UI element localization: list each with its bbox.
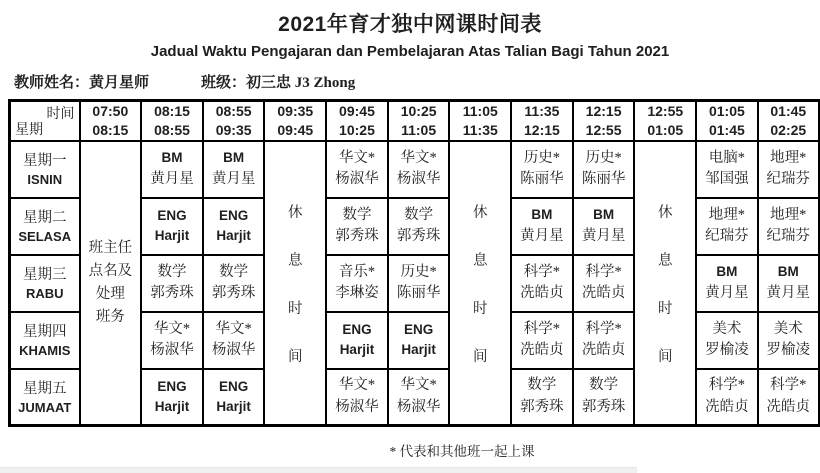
lesson-cell <box>326 141 388 198</box>
lesson-cell <box>203 198 265 255</box>
lesson-cell <box>573 198 635 255</box>
day-cell <box>10 141 80 198</box>
lesson-teacher: 黄月星 <box>581 227 626 244</box>
break-column-cell <box>634 141 696 426</box>
lesson-cell <box>326 312 388 369</box>
lesson-cell <box>388 312 450 369</box>
lesson-cell <box>326 369 388 426</box>
lesson-subject: 地理* <box>770 149 807 166</box>
day-name-ms: ISNIN <box>27 172 63 188</box>
lesson-teacher: Harjit <box>339 342 375 358</box>
time-start: 09:45 <box>339 103 375 119</box>
lesson-cell <box>203 255 265 312</box>
break-char: 时 <box>473 300 488 317</box>
teacher-info <box>14 71 149 92</box>
day-name-ms: JUMAAT <box>18 400 72 416</box>
day-name-ms: KHAMIS <box>19 343 71 359</box>
lesson-subject: 地理* <box>708 206 746 223</box>
day-name-zh: 星期二 <box>23 210 67 227</box>
time-end: 08:55 <box>154 121 190 138</box>
time-slot-cell <box>758 101 820 141</box>
time-slot-cell <box>696 101 758 141</box>
lesson-subject: 美术 <box>712 320 742 337</box>
time-start: 12:15 <box>585 103 622 119</box>
time-slot-cell <box>388 101 450 141</box>
lesson-teacher: 杨淑华 <box>335 171 379 188</box>
lesson-teacher: 杨淑华 <box>396 399 441 416</box>
break-text <box>265 142 325 425</box>
lesson-cell <box>203 141 265 198</box>
break-char: 息 <box>473 252 488 269</box>
lesson-cell <box>141 312 203 369</box>
day-cell <box>10 198 80 255</box>
lesson-subject: 历史* <box>585 149 622 166</box>
lesson-subject: 数学 <box>404 206 434 223</box>
time-start: 09:35 <box>277 103 314 119</box>
lesson-subject: 数学 <box>342 206 372 223</box>
lesson-subject: 历史* <box>400 263 437 280</box>
lesson-cell <box>696 369 758 426</box>
lesson-subject: 科学* <box>585 320 622 337</box>
time-slot-cell <box>264 101 326 141</box>
lesson-teacher: 陈丽华 <box>520 171 564 188</box>
time-slot-cell <box>203 101 265 141</box>
lesson-cell <box>573 369 635 426</box>
lesson-teacher: 冼皓贞 <box>581 342 626 359</box>
lesson-teacher: 黄月星 <box>705 284 749 301</box>
lesson-cell <box>696 312 758 369</box>
lesson-teacher: 郭秀珠 <box>150 285 194 302</box>
lesson-teacher: 郭秀珠 <box>211 285 256 302</box>
info-row <box>14 71 820 92</box>
time-end: 10:25 <box>339 121 375 138</box>
time-end: 12:55 <box>585 121 622 138</box>
lesson-subject: 科学* <box>708 377 746 394</box>
lesson-cell <box>511 255 573 312</box>
lesson-cell <box>388 198 450 255</box>
lesson-cell <box>388 255 450 312</box>
break-char: 息 <box>288 252 303 269</box>
homeroom-line: 处理 <box>95 286 125 303</box>
lesson-teacher: 杨淑华 <box>335 399 379 416</box>
time-start: 12:55 <box>647 103 684 119</box>
lesson-subject: 数学 <box>219 263 249 280</box>
lesson-cell <box>696 198 758 255</box>
lesson-teacher: 纪瑞芬 <box>705 228 749 245</box>
time-slot-cell <box>634 101 696 141</box>
lesson-teacher: Harjit <box>401 342 436 358</box>
lesson-subject: 美术 <box>773 320 803 337</box>
lesson-cell <box>326 198 388 255</box>
lesson-teacher: 冼皓贞 <box>520 342 564 359</box>
lesson-subject: 华文* <box>338 149 376 166</box>
lesson-cell <box>203 369 265 426</box>
lesson-cell <box>758 312 820 369</box>
corner-time-label: 时间 <box>46 107 75 122</box>
lesson-cell <box>141 255 203 312</box>
day-cell <box>10 369 80 426</box>
time-end: 12:15 <box>524 121 560 138</box>
day-name-zh: 星期五 <box>23 381 67 398</box>
lesson-cell <box>203 312 265 369</box>
time-start: 11:35 <box>524 103 560 119</box>
lesson-cell <box>758 369 820 426</box>
homeroom-line: 班主任 <box>88 239 133 256</box>
time-slot-cell <box>141 101 203 141</box>
lesson-teacher: 陈丽华 <box>581 171 626 188</box>
lesson-cell <box>696 255 758 312</box>
time-start: 01:05 <box>708 103 745 119</box>
time-start: 01:45 <box>770 103 807 119</box>
page-subtitle: Jadual Waktu Pengajaran dan Pembelajaran Atas Talian Bagi Tahun 2021 <box>150 43 670 60</box>
bottom-bar <box>0 467 637 473</box>
break-column-cell <box>449 141 511 426</box>
lesson-teacher: 郭秀珠 <box>581 399 626 416</box>
class-info <box>201 71 355 92</box>
lesson-cell <box>758 255 820 312</box>
time-slot-cell <box>573 101 635 141</box>
time-end: 09:45 <box>277 121 314 138</box>
day-cell <box>10 255 80 312</box>
time-end: 11:05 <box>401 121 437 138</box>
lesson-cell <box>141 198 203 255</box>
lesson-subject: 数学 <box>589 377 619 394</box>
lesson-subject: 华文* <box>400 377 437 394</box>
lesson-subject: 地理* <box>770 206 807 223</box>
lesson-teacher: 黄月星 <box>520 227 564 244</box>
lesson-cell <box>388 141 450 198</box>
page-root <box>0 8 820 473</box>
lesson-teacher: 冼皓贞 <box>705 399 749 416</box>
lesson-subject: 华文* <box>215 320 252 337</box>
day-name-zh: 星期三 <box>23 267 67 284</box>
lesson-teacher: 杨淑华 <box>150 342 194 359</box>
time-slot-cell <box>80 101 142 141</box>
lesson-subject: 数学 <box>157 263 187 280</box>
lesson-teacher: 陈丽华 <box>396 285 441 302</box>
break-char: 休 <box>288 204 303 221</box>
lesson-teacher: 黄月星 <box>766 284 811 301</box>
lesson-teacher: Harjit <box>216 228 251 244</box>
break-column-cell <box>264 141 326 426</box>
lesson-teacher: 杨淑华 <box>211 342 256 359</box>
lesson-subject: ENG <box>219 208 249 224</box>
lesson-subject: 科学* <box>523 263 561 280</box>
lesson-teacher: 杨淑华 <box>396 171 441 188</box>
break-char: 间 <box>473 348 488 365</box>
page-title: 2021年育才独中网课时间表 <box>278 13 542 36</box>
break-char: 时 <box>288 300 303 317</box>
lesson-teacher: Harjit <box>154 228 190 244</box>
corner-cell <box>10 101 80 141</box>
lesson-subject: 历史* <box>523 149 561 166</box>
lesson-teacher: 邹国强 <box>705 171 749 188</box>
break-char: 间 <box>288 348 303 365</box>
time-end: 09:35 <box>215 121 252 138</box>
day-name-ms: SELASA <box>18 229 72 245</box>
footnote: * 代表和其他班一起上课 <box>389 444 535 460</box>
lesson-cell <box>326 255 388 312</box>
teacher-name: 黄月星师 <box>89 75 150 91</box>
lesson-cell <box>511 312 573 369</box>
break-char: 时 <box>657 300 673 317</box>
time-end: 01:45 <box>708 121 745 138</box>
lesson-teacher: 郭秀珠 <box>520 399 564 416</box>
day-cell <box>10 312 80 369</box>
lesson-cell <box>573 312 635 369</box>
lesson-cell <box>573 255 635 312</box>
lesson-teacher: 冼皓贞 <box>520 285 564 302</box>
lesson-subject: 科学* <box>523 320 561 337</box>
time-end: 11:35 <box>462 121 498 138</box>
break-char: 间 <box>657 348 673 365</box>
class-name: 初三忠 J3 Zhong <box>246 75 356 91</box>
time-end: 08:15 <box>92 121 129 138</box>
lesson-subject: ENG <box>342 322 372 338</box>
time-start: 08:15 <box>154 103 190 119</box>
corner-day-label: 星期 <box>15 122 43 138</box>
break-text <box>635 142 695 425</box>
homeroom-column-cell <box>80 141 142 426</box>
break-char: 休 <box>657 204 673 221</box>
lesson-cell <box>511 141 573 198</box>
class-label: 班级： <box>201 75 247 91</box>
lesson-subject: 华文* <box>338 377 376 394</box>
lesson-subject: ENG <box>219 378 249 394</box>
lesson-subject: BM <box>223 150 245 166</box>
lesson-teacher: 纪瑞芬 <box>766 171 811 188</box>
lesson-teacher: 郭秀珠 <box>335 228 379 245</box>
day-name-zh: 星期四 <box>23 324 67 341</box>
time-slot-cell <box>326 101 388 141</box>
lesson-cell <box>758 198 820 255</box>
break-char: 息 <box>657 252 673 269</box>
lesson-teacher: 冼皓贞 <box>581 285 626 302</box>
time-slot-cell <box>449 101 511 141</box>
lesson-subject: BM <box>716 264 738 280</box>
lesson-subject: 华文* <box>400 149 437 166</box>
lesson-subject: 数学 <box>527 377 557 394</box>
lesson-subject: 音乐* <box>338 263 376 280</box>
time-start: 08:55 <box>215 103 252 119</box>
lesson-teacher: Harjit <box>154 399 190 415</box>
lesson-subject: BM <box>777 264 799 280</box>
lesson-subject: ENG <box>403 322 434 338</box>
homeroom-line: 班务 <box>95 309 125 326</box>
lesson-teacher: 郭秀珠 <box>396 228 441 245</box>
lesson-subject: ENG <box>157 378 187 394</box>
lesson-teacher: 冼皓贞 <box>766 399 811 416</box>
time-slot-cell <box>511 101 573 141</box>
break-text <box>450 142 510 425</box>
lesson-cell <box>511 198 573 255</box>
lesson-teacher: 黄月星 <box>211 170 256 187</box>
lesson-teacher: Harjit <box>216 399 251 415</box>
day-name-zh: 星期一 <box>23 153 67 170</box>
lesson-teacher: 罗榆凌 <box>766 342 811 359</box>
time-start: 07:50 <box>92 103 129 119</box>
timetable-header-row <box>10 101 820 141</box>
lesson-subject: ENG <box>157 208 187 224</box>
lesson-subject: BM <box>531 207 553 223</box>
lesson-cell <box>141 141 203 198</box>
lesson-subject: 华文* <box>153 320 191 337</box>
break-char: 休 <box>473 204 488 221</box>
day-name-ms: RABU <box>25 286 64 302</box>
lesson-teacher: 李琳姿 <box>335 285 379 302</box>
lesson-subject: BM <box>593 207 615 223</box>
lesson-cell <box>141 369 203 426</box>
teacher-label: 教师姓名： <box>14 75 90 91</box>
timetable-table <box>8 99 820 427</box>
time-end: 01:05 <box>647 121 684 138</box>
lesson-teacher: 纪瑞芬 <box>766 228 811 245</box>
lesson-cell <box>511 369 573 426</box>
lesson-cell <box>758 141 820 198</box>
timetable-day-row <box>10 141 820 198</box>
time-end: 02:25 <box>770 121 807 138</box>
lesson-teacher: 黄月星 <box>150 170 194 187</box>
lesson-cell <box>573 141 635 198</box>
lesson-subject: 科学* <box>770 377 807 394</box>
lesson-subject: BM <box>161 150 183 166</box>
lesson-cell <box>388 369 450 426</box>
lesson-cell <box>696 141 758 198</box>
time-start: 10:25 <box>400 103 437 119</box>
lesson-teacher: 罗榆凌 <box>705 342 749 359</box>
time-start: 11:05 <box>462 103 498 119</box>
homeroom-line: 点名及 <box>88 262 133 279</box>
lesson-subject: 科学* <box>585 263 622 280</box>
lesson-subject: 电脑* <box>708 149 746 166</box>
